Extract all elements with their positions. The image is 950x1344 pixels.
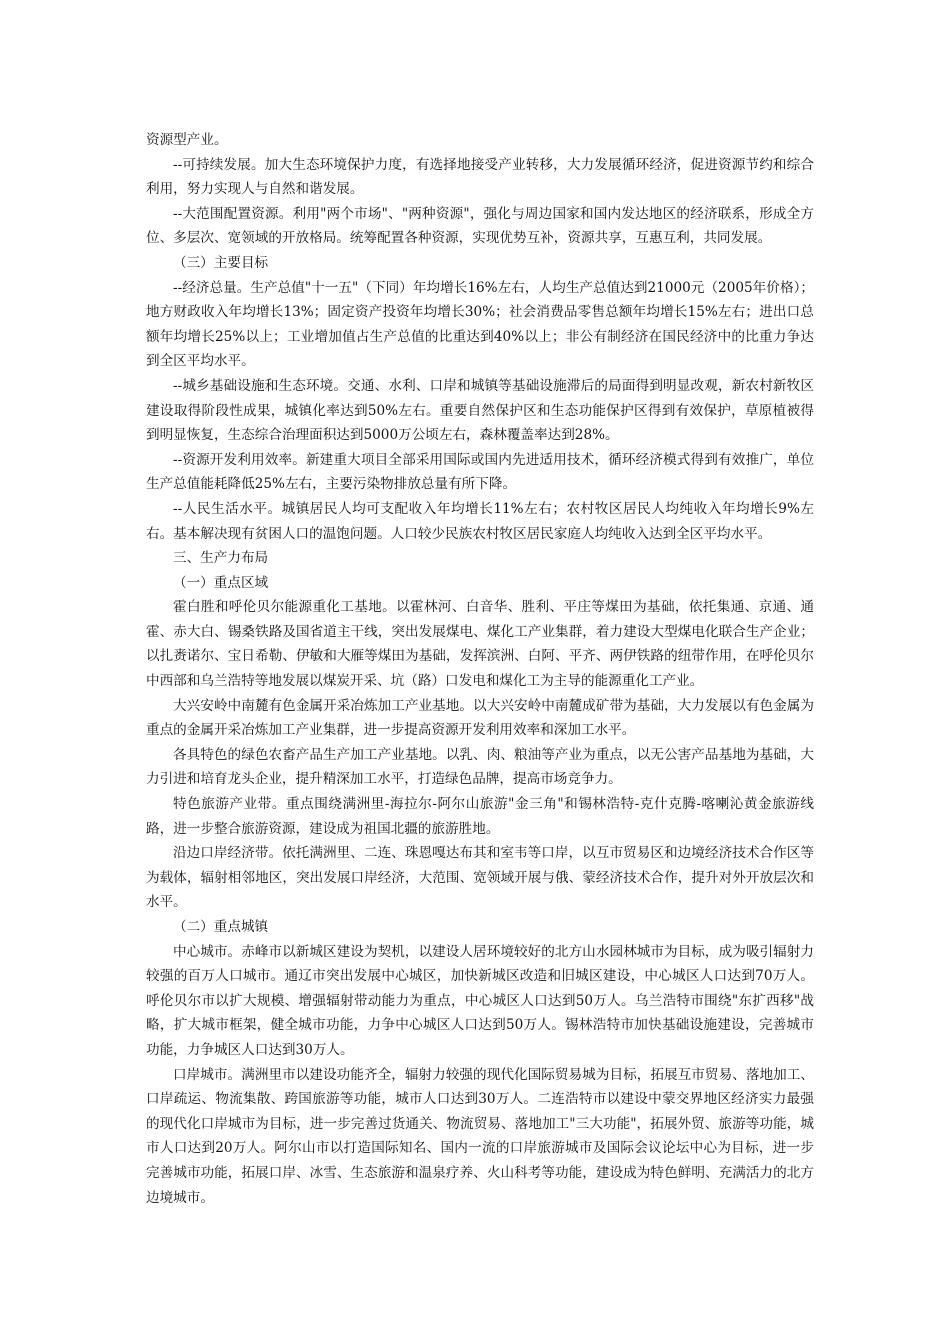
paragraph: 中心城市。赤峰市以新城区建设为契机，以建设人居环境较好的北方山水园林城市为目标，成为吸引辐射力较强的百万人口城市。通辽市突出发展中心城区，加快新城区改造和旧城区建设，中心城区人口达到70万人。呼伦贝尔市以扩大规模、增强辐射带动能力为重点，中心城区人口达到50万人。乌兰浩特市围绕"东扩西移"战略，扩大城市框架，健全城市功能，力争中心城区人口达到50万人。锡林浩特市加快基础设施建设，完善城市功能，力争城区人口达到30万人。	[146, 943, 814, 1058]
paragraph: --大范围配置资源。利用"两个市场"、"两种资源"，强化与周边国家和国内发达地区的经济联系，形成全方位、多层次、宽领域的开放格局。统筹配置各种资源，实现优势互补，资源共享，互惠互利，共同发展。	[146, 205, 814, 247]
section-heading: （三）主要目标	[173, 254, 269, 271]
paragraph: --人民生活水平。城镇居民人均可支配收入年均增长11%左右；农村牧区居民人均纯收入年均增长9%左右。基本解决现有贫困人口的温饱问题。人口较少民族农村牧区居民家庭人均纯收入达到全区平均水平。	[146, 500, 814, 542]
paragraph: --城乡基础设施和生态环境。交通、水利、口岸和城镇等基础设施滞后的局面得到明显改观，新农村新牧区建设取得阶段性成果，城镇化率达到50%左右。重要自然保护区和生态功能保护区得到有效保护，草原植被得到明显恢复，生态综合治理面积达到5000万公顷左右，森林覆盖率达到28%。	[146, 377, 814, 444]
subsection-heading: （二）重点城镇	[173, 919, 269, 935]
paragraph: 口岸城市。满洲里市以建设功能齐全，辐射力较强的现代化国际贸易城为目标，拓展互市贸易、落地加工、口岸疏运、物流集散、跨国旅游等功能，城市人口达到30万人。二连浩特市以建设中蒙交界地区经济实力最强的现代化口岸城市为目标，进一步完善过货通关、物流贸易、落地加工"三大功能"，拓展外贸、旅游等功能，城市人口达到20万人。阿尔山市以打造国际知名、国内一流的口岸旅游城市及国际会议论坛中心为目标，进一步完善城市功能，拓展口岸、冰雪、生态旅游和温泉疗养、火山科考等功能，建设成为特色鲜明、充满活力的北方边境城市。	[146, 1066, 814, 1206]
paragraph: 资源型产业。	[146, 132, 228, 148]
paragraph: 霍白胜和呼伦贝尔能源重化工基地。以霍林河、白音华、胜利、平庄等煤田为基础，依托集通、京通、通霍、赤大白、锡桑铁路及国省道主干线，突出发展煤电、煤化工产业集群，着力建设大型煤电化联合生产企业；以扎赉诺尔、宝日希勒、伊敏和大雁等煤田为基础，发挥滨洲、白阿、平齐、两伊铁路的纽带作用，在呼伦贝尔中西部和乌兰浩特等地发展以煤炭开采、坑（路）口发电和煤化工为主导的能源重化工产业。	[146, 599, 814, 690]
subsection-heading: （一）重点区域	[173, 574, 269, 591]
paragraph: 大兴安岭中南麓有色金属开采冶炼加工产业基地。以大兴安岭中南麓成矿带为基础，大力发展以有色金属为重点的金属开采冶炼加工产业集群，进一步提高资源开发利用效率和深加工水平。	[146, 697, 814, 739]
paragraph: --经济总量。生产总值"十一五"（下同）年均增长16%左右，人均生产总值达到21000元（2005年价格）；地方财政收入年均增长13%；固定资产投资年均增长30%；社会消费品零售总额年均增长15%左右；进出口总额年均增长25%以上；工业增加值占生产总值的比重达到40%以上；非公有制经济在国民经济中的比重力争达到全区平均水平。	[146, 279, 814, 370]
paragraph: 沿边口岸经济带。依托满洲里、二连、珠恩嘎达布其和室韦等口岸，以互市贸易区和边境经济技术合作区等为载体，辐射相邻地区，突出发展口岸经济，大范围、宽领域开展与俄、蒙经济技术合作，提升对外开放层次和水平。	[146, 845, 814, 911]
section-heading: 三、生产力布局	[173, 550, 269, 567]
paragraph: --资源开发利用效率。新建重大项目全部采用国际或国内先进适用技术，循环经济模式得到有效推广，单位生产总值能耗降低25%左右，主要污染物排放总量有所下降。	[146, 451, 814, 493]
paragraph: 特色旅游产业带。重点围绕满洲里-海拉尔-阿尔山旅游"金三角"和锡林浩特-克什克腾-喀喇沁黄金旅游线路，进一步整合旅游资源，建设成为祖国北疆的旅游胜地。	[146, 796, 814, 837]
paragraph: 各具特色的绿色农畜产品生产加工产业基地。以乳、肉、粮油等产业为重点，以无公害产品基地为基础，大力引进和培育龙头企业，提升精深加工水平，打造绿色品牌，提高市场竞争力。	[146, 746, 814, 788]
paragraph: --可持续发展。加大生态环境保护力度，有选择地接受产业转移，大力发展循环经济，促进资源节约和综合利用，努力实现人与自然和谐发展。	[146, 156, 814, 198]
document-body	[146, 128, 814, 1210]
